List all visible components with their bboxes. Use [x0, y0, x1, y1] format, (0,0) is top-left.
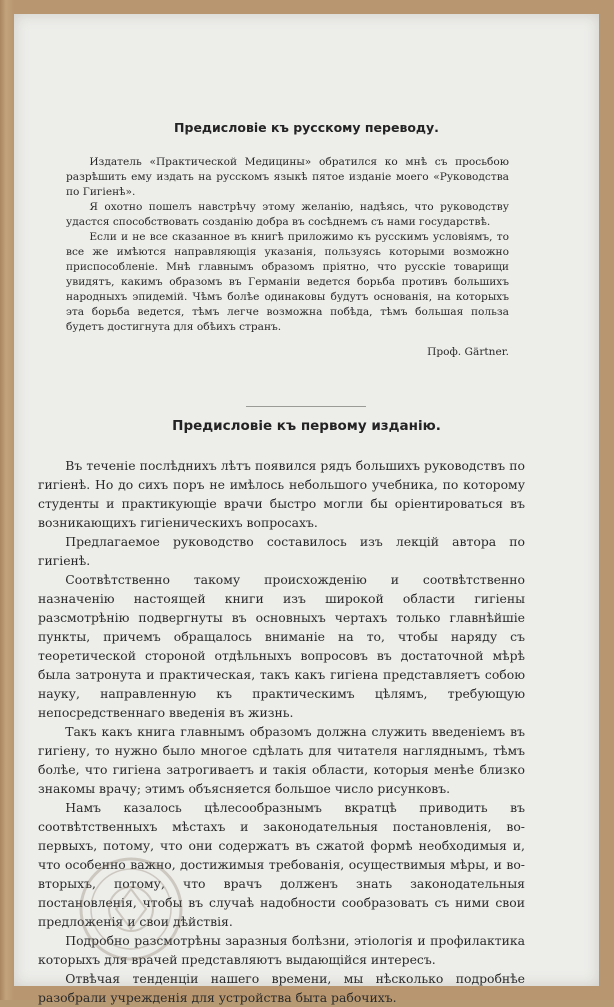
preface-first-paragraph: Предлагаемое руководство составилось изъ лекцій автора по гигіенѣ.	[38, 534, 525, 568]
library-stamp-icon	[76, 854, 186, 964]
preface-first-paragraph: Подробно разсмотрѣны заразныя болѣзни, этіологія и профилактика которыхъ для врачей представляютъ выдающійся интересъ.	[38, 933, 525, 967]
preface-first-paragraph: Въ теченіе послѣднихъ лѣтъ появился рядъ большихъ руководствъ по гигіенѣ. Но до сихъ поръ не имѣлось небольшого учебника, по которому студенты и практикующіе врачи быстро могли бы оріентироваться въ возникающихъ гигіеническихъ вопросахъ.	[38, 458, 525, 530]
preface-russian-body	[66, 155, 509, 360]
document-page	[14, 14, 599, 1005]
preface-russian-section	[14, 120, 599, 360]
preface-russian-paragraph: Я охотно пошелъ навстрѣчу этому желанію, надѣясь, что руководству удастся способствовать созданію добра въ сосѣднемъ съ нами государствѣ.	[66, 201, 509, 228]
preface-first-paragraph: Намъ казалось цѣлесообразнымъ вкратцѣ приводить въ соотвѣтственныхъ мѣстахъ и законодательныя постановленія, во-первыхъ, потому, что они содержатъ въ сжатой формѣ необходимыя и, что особенно важно, достижимыя требованія, осуществимыя мѣры, и во-вторыхъ, потому, что врачъ долженъ знать законодательныя постановленія, чтобы въ случаѣ надобности сообразовать съ ними свои предложенія и свои дѣйствія.	[38, 800, 525, 929]
preface-first-paragraph: Отвѣчая тенденціи нашего времени, мы нѣсколько подробнѣе разобрали учрежденія для устройства быта рабочихъ.	[38, 971, 525, 1005]
section-divider	[246, 406, 366, 407]
preface-russian-paragraph: Если и не все сказанное въ книгѣ приложимо къ русскимъ условіямъ, то все же имѣются направляющія указанія, пользуясь которыми возможно приспособленіе. Мнѣ главнымъ образомъ пріятно, что русскіе товарищи увидятъ, какимъ образомъ въ Германіи ведется борьба противъ большихъ народныхъ эпидемій. Чѣмъ болѣе одинаковы будутъ основанія, на которыхъ эта борьба ведется, тѣмъ легче возможна побѣда, тѣмъ большая польза будетъ достигнута для обѣихъ странъ.	[66, 231, 509, 333]
preface-first-paragraph: Такъ какъ книга главнымъ образомъ должна служить введеніемъ въ гигіену, то нужно было многое сдѣлать для читателя нагляднымъ, тѣмъ болѣе, что гигіена затрогиваетъ и такія области, которыя менѣе близко знакомы врачу; этимъ объясняется большое число рисунковъ.	[38, 724, 525, 796]
signature: Проф. Gärtner.	[427, 346, 509, 358]
preface-first-paragraph: Соотвѣтственно такому происхожденію и соотвѣтственно назначенію настоящей книги изъ широкой области гигіены разсмотрѣнію подвергнуты въ основныхъ чертахъ только главнѣйшіе пункты, причемъ обращалось вниманіе на то, чтобы наряду съ теоретической стороной отдѣльныхъ вопросовъ въ достаточной мѣрѣ была затронута и практическая, такъ какъ гигіена представляетъ собою науку, направленную къ практическимъ цѣлямъ, требующую непосредственнаго введенія въ жизнь.	[38, 572, 525, 720]
preface-first-title: Предисловіе къ первому изданію.	[172, 418, 441, 434]
preface-russian-paragraph: Издатель «Практической Медицины» обратился ко мнѣ съ просьбою разрѣшить ему издать на русскомъ языкѣ пятое изданіе моего «Руководства по Гигіенѣ».	[66, 156, 509, 198]
preface-russian-title: Предисловіе къ русскому переводу.	[174, 120, 439, 135]
